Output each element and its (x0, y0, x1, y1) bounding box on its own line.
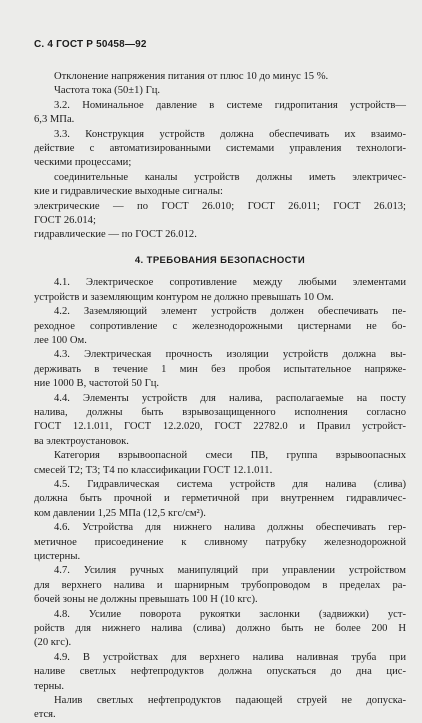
text-line: бочей зоны не должны превышать 100 Н (10 кгс). (34, 594, 258, 606)
text-line: ние 1000 В, частотой 50 Гц. (34, 378, 160, 390)
safety-paragraphs (34, 276, 406, 723)
text-line: 4.5. Гидравлическая система устройств для налива (слива) (54, 478, 406, 490)
text-line: 3.3. Конструкция устройств должна обеспечивать их взаимо- (54, 128, 406, 140)
section-heading: 4. ТРЕБОВАНИЯ БЕЗОПАСНОСТИ (134, 254, 306, 266)
text-line: ройств для нижнего налива (слива) должно быть не более 200 Н (34, 623, 406, 635)
text-line: ком давлении 1,25 МПа (12,5 кгс/см²). (34, 507, 206, 519)
text-line: 4.9. В устройствах для верхнего налива наливная труба при (54, 651, 406, 663)
text-line: 4.7. Усилия ручных манипуляций при управлении устройством (54, 565, 406, 577)
text-line: держивать в течение 1 мин без пробоя испытательное напряже- (34, 363, 406, 375)
text-line: реходное сопротивление с железнодорожными цистернами не бо- (34, 320, 406, 332)
text-line: Налив светлых нефтепродуктов падающей струей не допуска- (54, 695, 406, 707)
text-line: (20 кгс). (34, 637, 72, 649)
text-line: 4.2. Заземляющий элемент устройств должен обеспечивать пе- (54, 306, 406, 318)
text-line: лее 100 Ом. (34, 334, 87, 346)
text-line: ческими процессами; (34, 157, 132, 169)
text-line: 4.3. Электрическая прочность изоляции устройств должна вы- (54, 349, 406, 361)
text-line: для верхнего налива и шарнирным трубопроводом в пределах ра- (34, 579, 406, 591)
text-line: терны. (34, 680, 65, 692)
text-line: 4.1. Электрическое сопротивление между любыми элементами (54, 277, 406, 289)
text-line: ется. (34, 709, 56, 721)
text-line: 4.4. Элементы устройств для налива, располагаемые на посту (54, 392, 406, 404)
text-line: цистерны. (34, 551, 81, 562)
text-line: соединительные каналы устройств должны иметь электричес- (54, 171, 406, 183)
text-line: наливе светлых нефтепродуктов должна опускаться до дна цис- (34, 666, 406, 678)
text-line: ва электроустановок. (34, 435, 129, 447)
text-line: электрические — по ГОСТ 26.010; ГОСТ 26.011; ГОСТ 26.013; (34, 200, 406, 212)
text-line: должна быть прочной и герметичной при внутреннем гидравличес- (34, 493, 406, 505)
text-line: кие и гидравлические выходные сигналы: (34, 186, 223, 198)
text-line: смесей Т2; Т3; Т4 по классификации ГОСТ 12.1.011. (34, 464, 273, 476)
text-line: ГОСТ 26.014; (34, 215, 96, 227)
text-line: Категория взрывоопасной смеси ПВ, группа взрывоопасных (54, 450, 406, 462)
text-line: гидравлические — по ГОСТ 26.012. (34, 229, 197, 241)
text-line: Отклонение напряжения питания от плюс 10 до минус 15 %. (54, 71, 329, 82)
text-line: метичное присоединение к сливному патрубку железнодорожной (34, 536, 406, 548)
requirements-paragraphs (34, 70, 406, 243)
page-header: С. 4 ГОСТ Р 50458—92 (34, 39, 147, 50)
text-line: действие с автоматизированными системами управления технологи- (34, 143, 406, 155)
text-line: Частота тока (50±1) Гц. (54, 85, 161, 97)
text-line: устройств и заземляющим контуром не должно превышать 10 Ом. (34, 291, 334, 303)
document-body (34, 70, 406, 723)
text-line: 4.8. Усилие поворота рукоятки заслонки (задвижки) уст- (54, 608, 406, 620)
text-line: 4.6. Устройства для нижнего налива должны обеспечивать гер- (54, 522, 406, 534)
text-line: 3.2. Номинальное давление в системе гидропитания устройств— (54, 99, 406, 111)
text-line: ГОСТ 12.1.011, ГОСТ 12.2.020, ГОСТ 22782.0 и Правил устройст- (34, 421, 406, 433)
text-line: налива, должны быть взрывозащищенного исполнения согласно (34, 406, 406, 418)
text-line: 6,3 МПа. (34, 114, 75, 126)
